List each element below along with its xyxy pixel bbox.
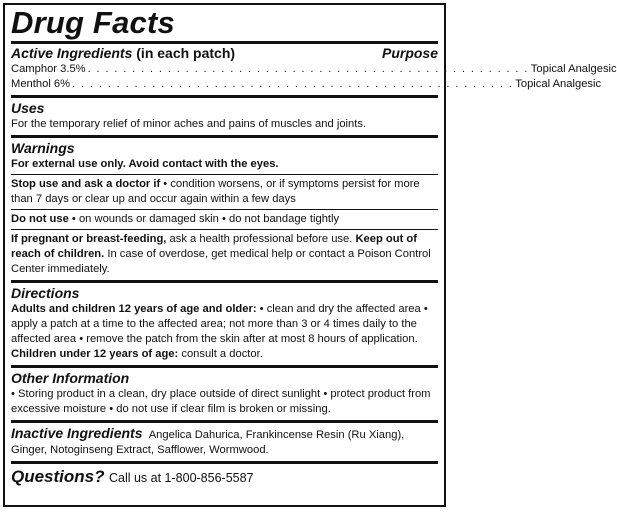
active-ingredients-header [11,45,438,62]
adults-text: • clean and dry the affected area • apply a patch at a time to the affected area; not more than 3 or 4 times daily to the affected area • remove the patch from the skin after at most 8 hours of application. [11,303,428,345]
ingredient-row [11,77,602,92]
do-not-use-label: Do not use [11,213,69,225]
active-ingredients-heading: Active Ingredients [11,45,133,61]
adults-label: Adults and children 12 years of age and older: [11,303,257,315]
inactive-ingredients-heading: Inactive Ingredients [11,425,143,441]
do-not-use-warning [11,209,438,229]
warnings-heading: Warnings [11,140,75,156]
overdose-text: In case of overdose, get medical help or contact a Poison Control Center immediately. [11,248,431,275]
do-not-use-text: • on wounds or damaged skin • do not bandage tightly [68,213,340,225]
pregnancy-warning [11,229,438,280]
children-label: Children under 12 years of age: [11,348,179,360]
pregnancy-text: ask a health professional before use. [166,233,356,245]
children-reach-label: Keep out of reach of children. [11,233,417,260]
other-information-heading: Other Information [11,370,130,386]
drug-facts-panel [3,3,617,507]
stop-use-warning [11,174,438,209]
uses-text: For the temporary relief of minor aches and pains of muscles and joints. [11,118,367,130]
purpose-heading: Purpose [381,45,438,61]
directions-adults [11,302,438,347]
ingredient-name: Menthol 6% [11,78,71,90]
pregnancy-label: If pregnant or breast-feeding, [11,233,167,245]
uses-section [11,95,438,135]
inactive-ingredients-section [11,420,438,461]
dot-leader: . . . . . . . . . . . . . . . . . . . . . . . . . . . . . . . . . . . . . . . . . . . . . . . . . . [87,63,529,75]
questions-section [11,461,438,490]
inactive-ingredients-text: Angelica Dahurica, Frankincense Resin (Ru Xiang), Ginger, Notoginseng Extract, Safflower, Wormwood. [11,429,405,456]
directions-children [11,347,438,362]
uses-heading: Uses [11,100,45,116]
ingredient-name: Camphor 3.5% [11,63,86,75]
ingredient-purpose: Topical Analgesic [530,63,617,75]
questions-heading: Questions? [11,467,105,486]
questions-phone-text: Call us at 1-800-856-5587 [108,471,254,485]
other-information-section [11,365,438,420]
directions-section [11,280,438,365]
drug-facts-title: Drug Facts [11,5,175,40]
ingredient-purpose: Topical Analgesic [515,78,602,90]
active-ingredients-suffix: (in each patch) [132,45,236,61]
stop-use-label: Stop use and ask a doctor if [11,178,161,190]
stop-use-text: • condition worsens, or if symptoms persist for more than 7 days or clear up and occur again within a few days [11,178,420,205]
external-use-warning: For external use only. Avoid contact with the eyes. [11,158,279,170]
warnings-section [11,135,438,280]
dot-leader: . . . . . . . . . . . . . . . . . . . . . . . . . . . . . . . . . . . . . . . . . . . . . . . . . . [72,78,514,90]
directions-heading: Directions [11,285,80,301]
ingredient-row [11,62,617,77]
active-ingredients-section [11,41,617,95]
children-text: consult a doctor. [178,348,263,360]
other-information-text: • Storing product in a clean, dry place outside of direct sunlight • protect product from excessive moisture • do not use if clear film is broken or missing. [11,388,431,415]
